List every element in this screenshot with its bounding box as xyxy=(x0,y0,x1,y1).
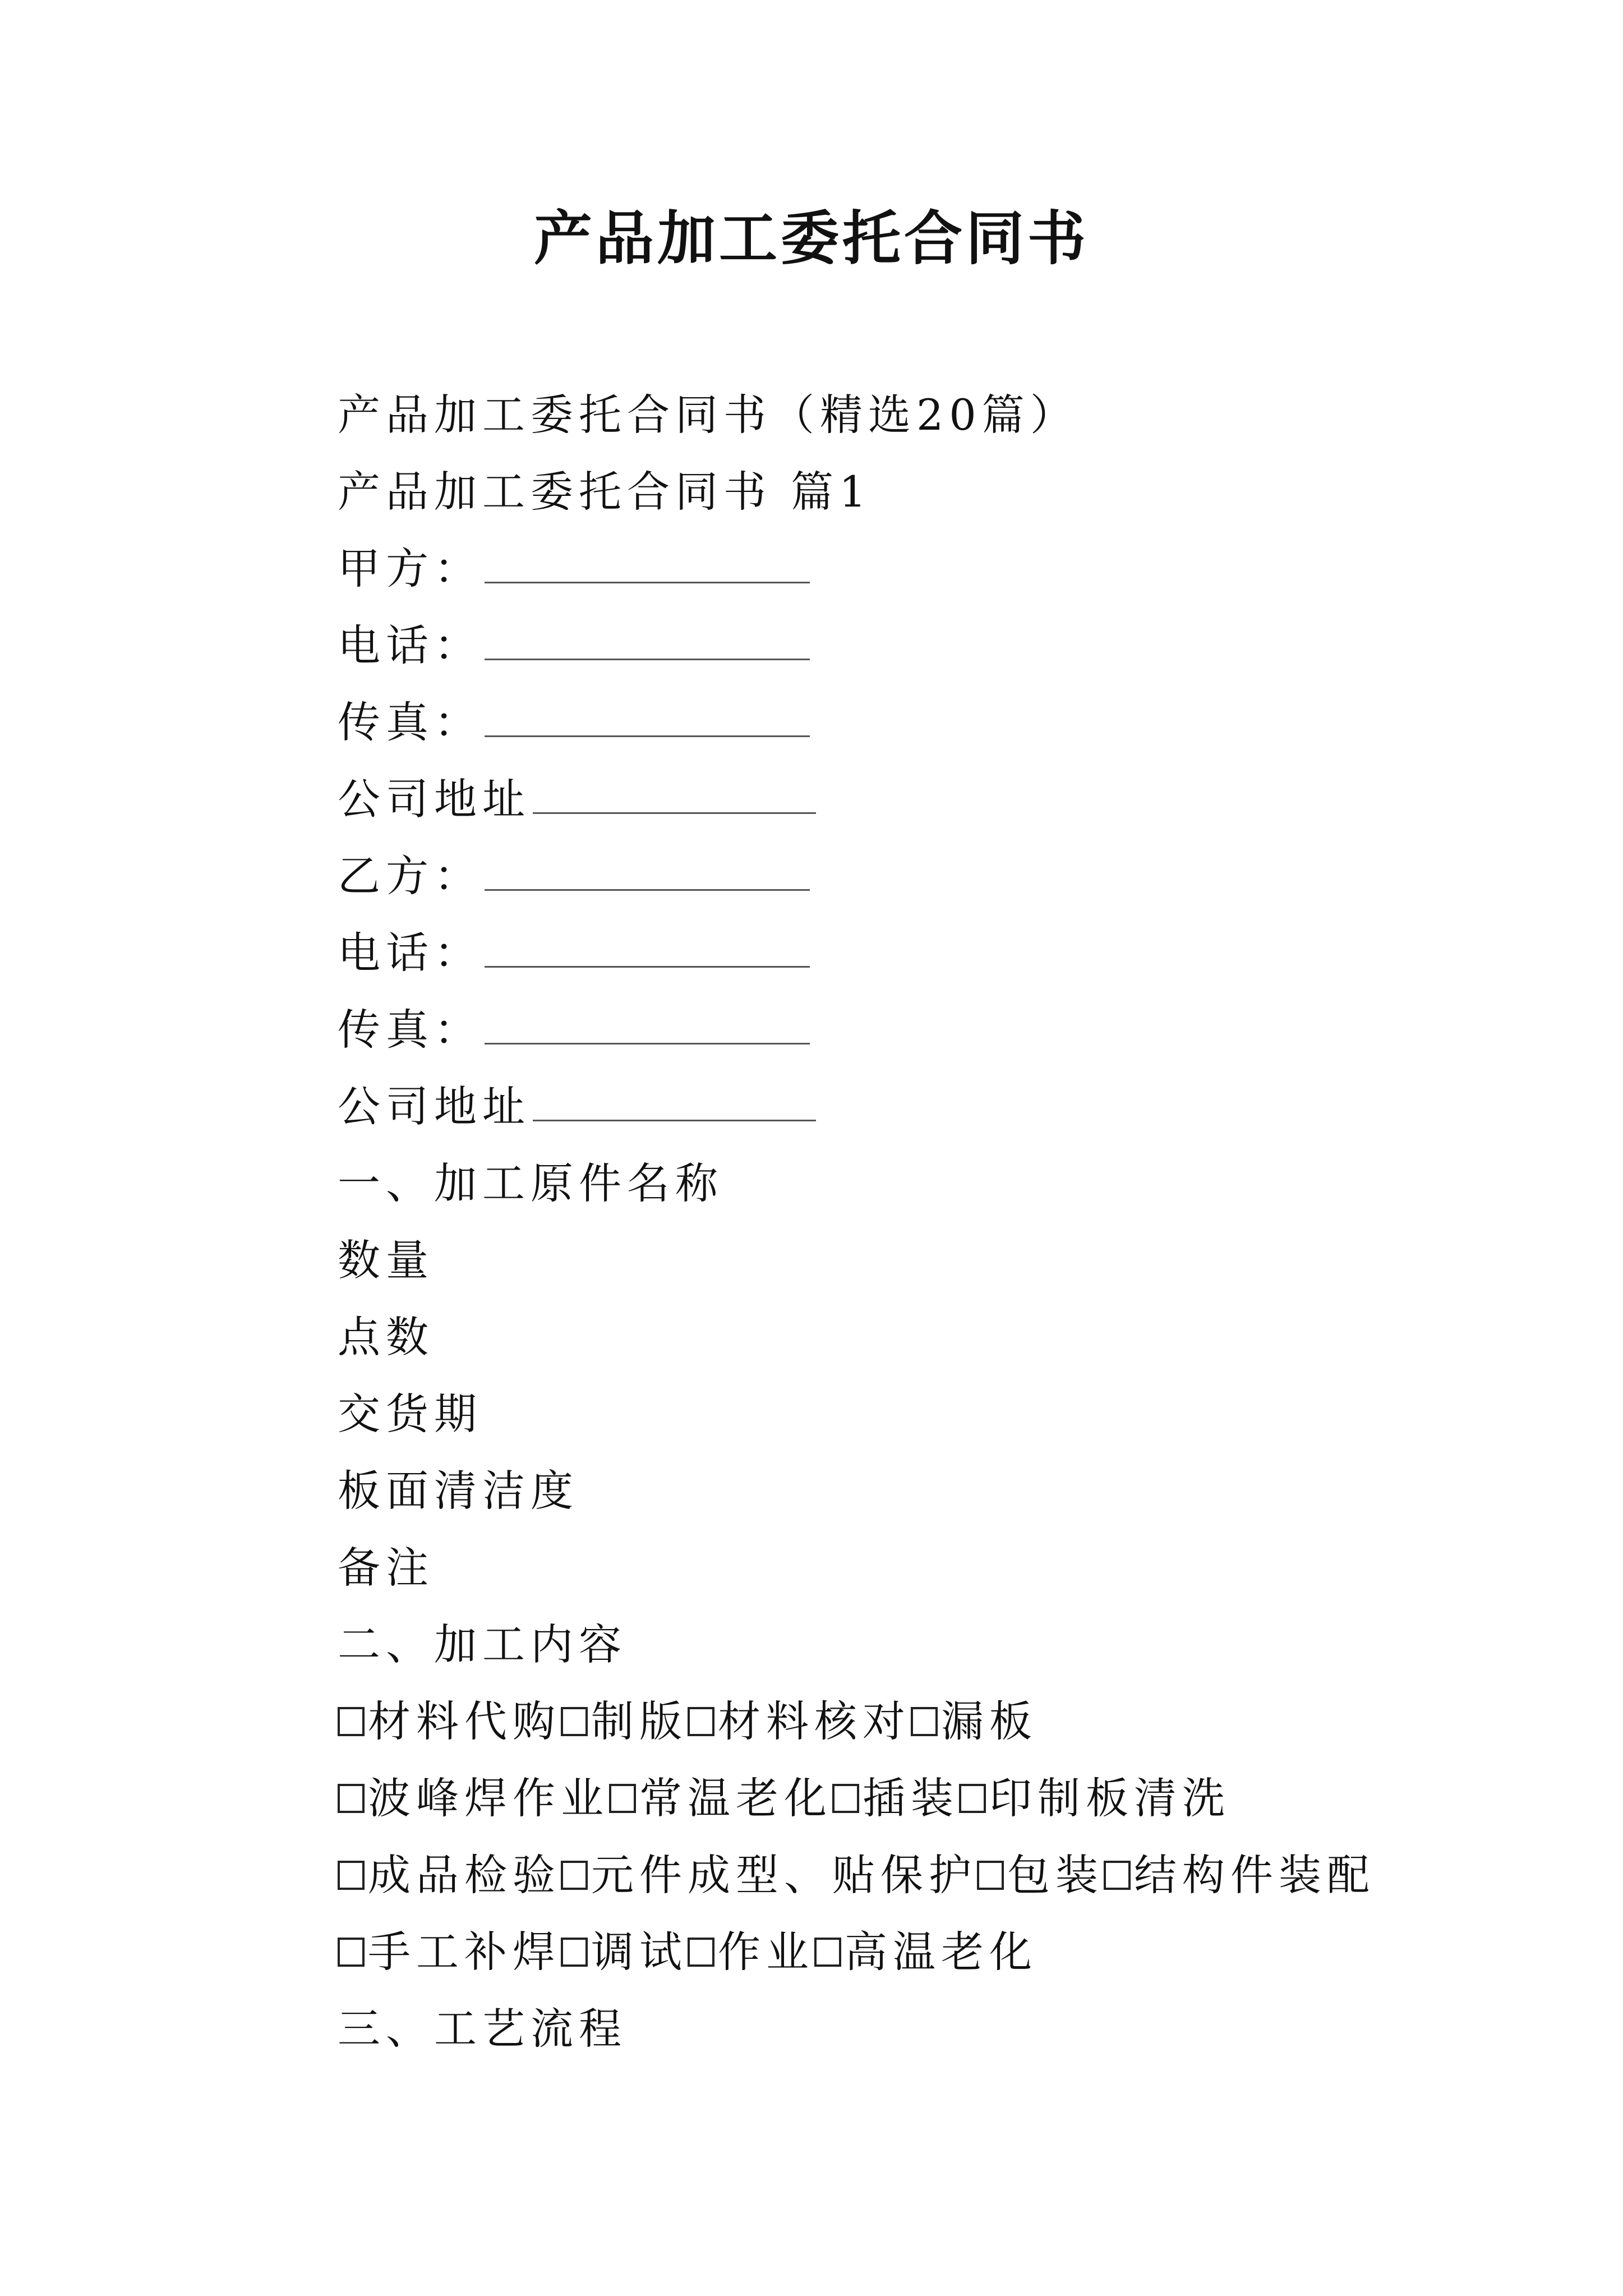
option-pcb-cleaning[interactable]: 印制板清洗 xyxy=(959,1760,1230,1837)
chapter-heading: 产品加工委托合同书 篇1 xyxy=(338,467,872,517)
party-b-phone-label: 电话： xyxy=(338,928,482,978)
party-a-phone-label: 电话： xyxy=(338,620,482,670)
party-a-name-row xyxy=(338,530,1487,607)
checkbox-icon[interactable] xyxy=(832,1784,859,1813)
checkbox-icon[interactable] xyxy=(561,1938,588,1967)
option-insertion[interactable]: 插装 xyxy=(832,1760,959,1837)
party-a-address-blank[interactable] xyxy=(533,812,816,814)
checkbox-icon[interactable] xyxy=(959,1784,986,1813)
party-a-phone-blank[interactable] xyxy=(485,659,810,660)
checkbox-icon[interactable] xyxy=(338,1707,365,1736)
section-2-heading: 二、加工内容 xyxy=(338,1619,627,1669)
checkbox-icon[interactable] xyxy=(814,1938,841,1967)
checkbox-icon[interactable] xyxy=(561,1707,588,1736)
option-debugging[interactable]: 调试 xyxy=(561,1913,688,1990)
party-b-fax-blank[interactable] xyxy=(485,1043,810,1045)
field-board-cleanliness: 板面清洁度 xyxy=(338,1466,579,1516)
field-remarks: 备注 xyxy=(338,1543,434,1593)
party-a-fax-label: 传真： xyxy=(338,697,482,747)
option-final-inspection[interactable]: 成品检验 xyxy=(338,1837,561,1913)
party-b-name-label: 乙方： xyxy=(338,851,482,901)
party-a-phone-row xyxy=(338,607,1487,684)
party-b-fax-label: 传真： xyxy=(338,1005,482,1055)
field-quantity: 数量 xyxy=(338,1235,434,1285)
section-3-heading: 三、工艺流程 xyxy=(338,2004,627,2054)
option-row-4 xyxy=(338,1913,1487,1990)
field-delivery-date: 交货期 xyxy=(338,1389,482,1439)
party-a-fax-row xyxy=(338,684,1487,761)
option-packaging[interactable]: 包装 xyxy=(977,1837,1104,1913)
checkbox-icon[interactable] xyxy=(977,1861,1004,1890)
party-b-name-blank[interactable] xyxy=(485,889,810,891)
party-b-phone-blank[interactable] xyxy=(485,966,810,968)
party-a-address-label: 公司地址 xyxy=(338,774,531,824)
option-row-2 xyxy=(338,1760,1487,1837)
party-b-phone-row xyxy=(338,914,1487,991)
party-a-fax-blank[interactable] xyxy=(485,735,810,737)
document-subtitle: 产品加工委托合同书（精选20篇） xyxy=(338,390,1078,440)
checkbox-icon[interactable] xyxy=(1104,1861,1131,1890)
option-row-3 xyxy=(338,1837,1487,1913)
section-1-heading: 一、加工原件名称 xyxy=(338,1158,723,1208)
field-points: 点数 xyxy=(338,1312,434,1362)
party-b-address-label: 公司地址 xyxy=(338,1082,531,1131)
party-a-name-label: 甲方： xyxy=(338,544,482,593)
checkbox-icon[interactable] xyxy=(338,1784,365,1813)
checkbox-icon[interactable] xyxy=(688,1938,714,1967)
document-title: 产品加工委托合同书 xyxy=(533,204,1089,273)
option-material-purchase[interactable]: 材料代购 xyxy=(338,1683,561,1760)
checkbox-icon[interactable] xyxy=(338,1938,365,1967)
party-b-name-row xyxy=(338,838,1487,914)
checkbox-icon[interactable] xyxy=(561,1861,588,1890)
party-a-name-blank[interactable] xyxy=(485,582,810,583)
option-material-check[interactable]: 材料核对 xyxy=(688,1683,911,1760)
party-b-address-row xyxy=(338,1068,1487,1145)
option-room-temp-aging[interactable]: 常温老化 xyxy=(609,1760,832,1837)
option-high-temp-aging[interactable]: 高温老化 xyxy=(814,1913,1038,1990)
checkbox-icon[interactable] xyxy=(338,1861,365,1890)
checkbox-icon[interactable] xyxy=(911,1707,938,1736)
option-row-1 xyxy=(338,1683,1487,1760)
option-component-forming[interactable]: 元件成型、贴保护 xyxy=(561,1837,977,1913)
option-operation[interactable]: 作业 xyxy=(688,1913,814,1990)
checkbox-icon[interactable] xyxy=(688,1707,714,1736)
option-stencil[interactable]: 漏板 xyxy=(911,1683,1038,1760)
party-a-address-row xyxy=(338,761,1487,838)
party-b-fax-row xyxy=(338,991,1487,1068)
option-structural-assembly[interactable]: 结构件装配 xyxy=(1104,1837,1375,1913)
checkbox-icon[interactable] xyxy=(609,1784,636,1813)
document-body xyxy=(338,376,1487,2067)
party-b-address-blank[interactable] xyxy=(533,1120,816,1121)
option-plate-making[interactable]: 制版 xyxy=(561,1683,688,1760)
option-manual-soldering[interactable]: 手工补焊 xyxy=(338,1913,561,1990)
option-wave-soldering[interactable]: 波峰焊作业 xyxy=(338,1760,609,1837)
